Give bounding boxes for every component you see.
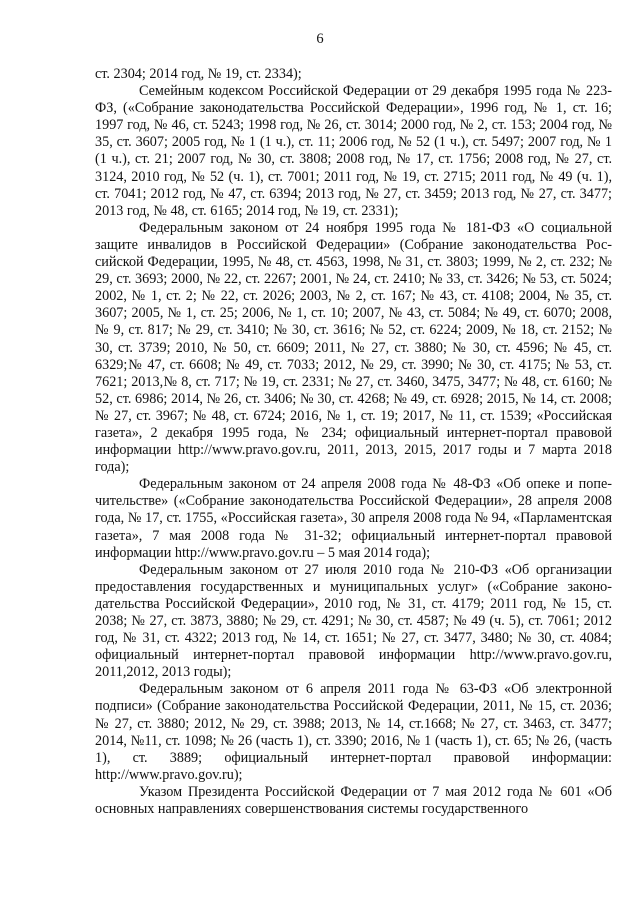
paragraph-presidential-decree: Указом Президента Российской Федерации от 7 мая 2012 года № 601 «Об основных направлениях совершенствования системы государственного xyxy=(95,783,612,818)
paragraph-public-services-law: Федеральным законом от 27 июля 2010 года № 210-ФЗ «Об организации предоставления государственных и муниципальных услуг» («Собрание законодательства Российской Федерации», 2010 год, № 31, ст. 4179; 2011 год, № 15, ст. 2038; № 27, ст. 3873, 3880; № 29, ст. 4291; № 30, ст. 4587; № 49 (ч. 5), ст. 7061; 2012 год, № 31, ст. 4322; 2013 год, № 14, ст. 1651; № 27, ст. 3477, 3480; № 30, ст. 4084; официальный интернет-портал правовой информации http://www.pravo.gov.ru, 2011,2012, 2013 годы); xyxy=(95,561,612,681)
paragraph-disabled-persons-law: Федеральным законом от 24 ноября 1995 года № 181-ФЗ «О социальной защите инвалидов в Российской Федерации» (Собрание законодательства Российской Федерации, 1995, № 48, ст. 4563, 1998, № 31, ст. 3803; 1999, № 2, ст. 232; № 29, ст. 3693; 2000, № 22, ст. 2267; 2001, № 24, ст. 2410; № 33, ст. 3426; № 53, ст. 5024; 2002, № 1, ст. 2; № 22, ст. 2026; 2003, № 2, ст. 167; № 43, ст. 4108; 2004, № 35, ст. 3607; 2005, № 1, ст. 25; 2006, № 1, ст. 10; 2007, № 43, ст. 5084; № 49, ст. 6070; 2008, № 9, ст. 817; № 29, ст. 3410; № 30, ст. 3616; № 52, ст. 6224; 2009, № 18, ст. 2152; № 30, ст. 3739; 2010, № 50, ст. 6609; 2011, № 27, ст. 3880; № 30, ст. 4596; № 45, ст. 6329;№ 47, ст. 6608; № 49, ст. 7033; 2012, № 29, ст. 3990; № 30, ст. 4175; № 53, ст. 7621; 2013,№ 8, ст. 717; № 19, ст. 2331; № 27, ст. 3460, 3475, 3477; № 48, ст. 6160; № 52, ст. 6986; 2014, № 26, ст. 3406; № 30, ст. 4268; № 49, ст. 6928; 2015, № 14, ст. 2008; № 27, ст. 3967; № 48, ст. 6724; 2016, № 1, ст. 19; 2017, № 11, ст. 1539; «Российская газета», 2 декабря 1995 года, № 234; официальный интернет-портал правовой информации http://www.pravo.gov.ru, 2011, 2013, 2015, 2017 годы и 7 марта 2018 года); xyxy=(95,219,612,476)
page-number: 6 xyxy=(316,31,324,47)
paragraph-electronic-signature-law: Федеральным законом от 6 апреля 2011 года № 63-ФЗ «Об электронной подписи» (Собрание законодательства Российской Федерации, 2011, № 15, ст. 2036; № 27, ст. 3880; 2012, № 29, ст. 3988; 2013, № 14, ст.1668; № 27, ст. 3463, ст. 3477; 2014, №11, ст. 1098; № 26 (часть 1), ст. 3390; 2016, № 1 (часть 1), ст. 65; № 26, (часть 1), ст. 3889; официальный интернет-портал правовой информации: http://www.pravo.gov.ru); xyxy=(95,681,612,783)
document-body xyxy=(95,66,612,818)
paragraph-continuation: ст. 2304; 2014 год, № 19, ст. 2334); xyxy=(95,66,302,82)
paragraph-family-code: Семейным кодексом Российской Федерации от 29 декабря 1995 года № 223-ФЗ, («Собрание законодательства Российской Федерации», 1996 год, № 1, ст. 16; 1997 год, № 46, ст. 5243; 1998 год, № 26, ст. 3014; 2000 год, № 2, ст. 153; 2004 год, № 35, ст. 3607; 2005 год, № 1 (1 ч.), ст. 11; 2006 год, № 52 (1 ч.), ст. 5497; 2007 год, № 1 (1 ч.), ст. 21; 2007 год, № 30, ст. 3808; 2008 год, № 17, ст. 1756; 2008 год, № 27, ст. 3124, 2010 год, № 52 (ч. 1), ст. 7001; 2011 год, № 19, ст. 2715; 2011 год, № 49 (ч. 1), ст. 7041; 2012 год, № 47, ст. 6394; 2013 год, № 27, ст. 3459; 2013 год, № 27, ст. 3477; 2013 год, № 48, ст. 6165; 2014 год, № 19, ст. 2331); xyxy=(95,83,612,219)
paragraph-guardianship-law: Федеральным законом от 24 апреля 2008 года № 48-ФЗ «Об опеке и попечительстве» («Собрание законодательства Российской Федерации», 28 апреля 2008 года, № 17, ст. 1755, «Российская газета», 30 апреля 2008 года № 94, «Парламентская газета», 7 мая 2008 года № 31-32; официальный интернет-портал правовой информации http://www.pravo.gov.ru – 5 мая 2014 года); xyxy=(95,476,612,561)
